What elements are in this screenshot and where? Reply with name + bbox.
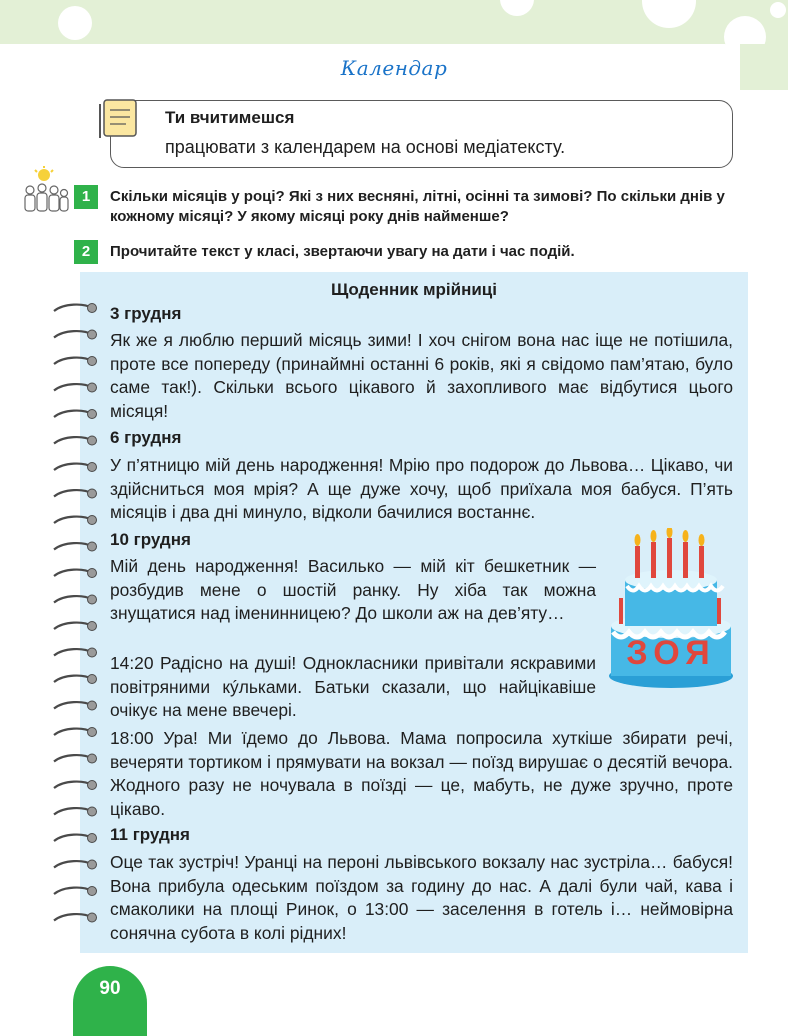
ring-icon (54, 330, 97, 339)
ring-icon (54, 701, 97, 710)
birthday-cake-icon (605, 528, 737, 693)
goal-text: працювати з календарем на основі медіатексту. (165, 137, 566, 157)
ring-icon (54, 357, 97, 366)
ring-icon (54, 834, 97, 843)
entry-date: 3 грудня (110, 304, 182, 323)
decor-circle (58, 6, 92, 40)
page-number-badge (73, 966, 147, 1036)
ring-icon (54, 913, 97, 922)
task-text: Прочитайте текст у класі, звертаючи увагу на дати і час подій. (110, 243, 575, 260)
ring-icon (54, 648, 97, 657)
ring-icon (54, 383, 97, 392)
ring-icon (54, 754, 97, 763)
group-work-icon (18, 166, 70, 218)
task-number: 2 (74, 240, 98, 264)
ring-icon (54, 542, 97, 551)
entry-date: 11 грудня (110, 825, 190, 844)
entry-paragraph: Як же я люблю перший місяць зими! І хоч снігом вона нас іще не потішила, проте все попереду (принаймні останні 6 років, які я свідомо пам’ятаю, було саме так!). Скільки всього цікавого й захопливого має відбутися цього місяця! (110, 330, 733, 421)
page-number: 90 (99, 978, 121, 999)
task-number: 1 (74, 185, 98, 209)
ring-icon (54, 622, 97, 631)
ring-icon (54, 781, 97, 790)
goal-heading: Ти вчитимешся (165, 108, 295, 127)
note-icon (98, 96, 142, 142)
ring-icon (54, 860, 97, 869)
ring-icon (54, 410, 97, 419)
ring-icon (54, 807, 97, 816)
entry-paragraph: У п’ятницю мій день народження! Мрію про подорож до Львова… Цікаво, чи здійсниться моя мрія? А ще дуже хочу, щоб приїхала моя бабуся. П’ять місяців і два дні минуло, відколи бачилися востаннє. (110, 455, 733, 522)
entry-paragraph: 18:00 Ура! Ми їдемо до Львова. Мама попросила хуткіше збирати речі, вечеряти тортиком і прямувати на вокзал — поїзд вирушає о десятій вечора. Жодного разу не ночувала в поїзді — це, мабуть, не дуже зручно, проте цікаво. (110, 728, 733, 819)
ring-icon (54, 436, 97, 445)
ring-icon (54, 569, 97, 578)
ring-icon (54, 304, 97, 313)
ring-icon (54, 675, 97, 684)
entry-date: 10 грудня (110, 530, 191, 549)
ring-icon (54, 489, 97, 498)
cake-name: ЗОЯ (626, 634, 716, 672)
ring-icon (54, 463, 97, 472)
entry-paragraph: Оце так зустріч! Уранці на пероні львівського вокзалу нас зустріла… бабуся! Вона прибула одеським поїздом за годину до нас. А далі були чай, кава і смаколики на площі Ринок, о 13:00 — заселення в готель і… неймовірна сонячна субота в колі рідних! (110, 852, 733, 943)
diary-title: Щоденник мрійниці (331, 280, 497, 299)
entry-paragraph: 14:20 Радісно на душі! Однокласники привітали яскравими повітряними кýльками. Батьки сказали, що найцікавіше очікує на мене ввечері. (110, 653, 596, 720)
entry-date: 6 грудня (110, 428, 182, 447)
entry-paragraph: Мій день народження! Василько — мій кіт бешкетник — розбудив мене о шостій ранку. Ну хіба так можна знущатися над іменинницею? До школи аж на дев’яту… (110, 556, 596, 623)
ring-icon (54, 728, 97, 737)
section-title: Календар (340, 56, 448, 80)
decor-circle (770, 2, 786, 18)
task-text: Скільки місяців у році? Які з них весняні, літні, осінні та зимові? По скільки днів у кожному місяці? У якому місяці року днів найменше? (110, 188, 725, 225)
ring-icon (54, 516, 97, 525)
ring-icon (54, 887, 97, 896)
ring-icon (54, 595, 97, 604)
notebook-rings (50, 298, 100, 934)
